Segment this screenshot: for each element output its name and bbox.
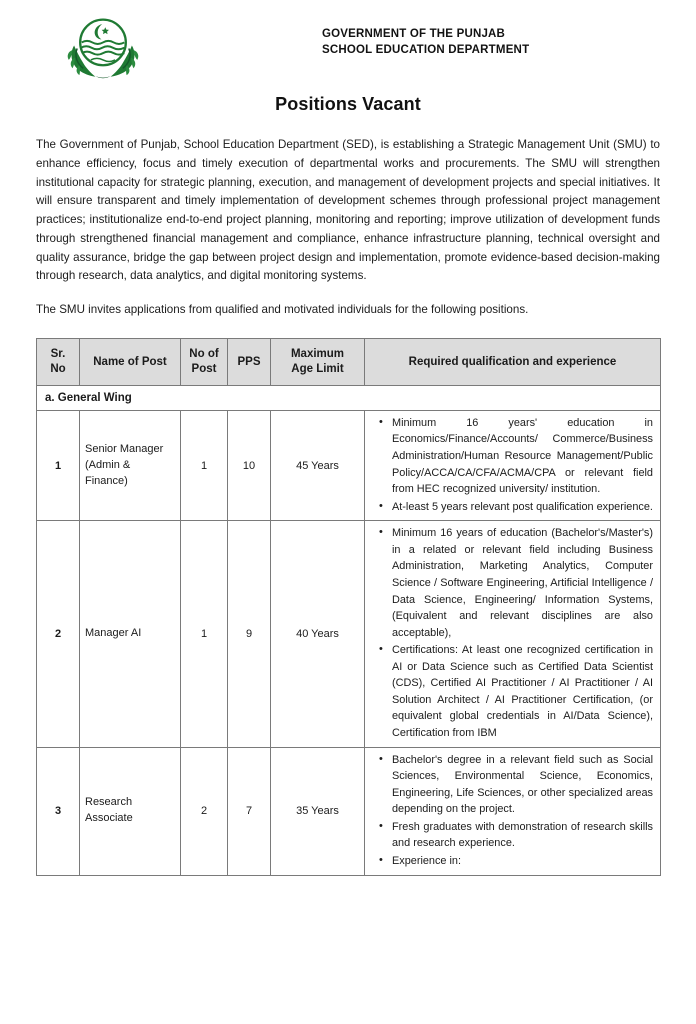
cell-post-name: Research Associate	[80, 747, 181, 875]
cell-no-of-post: 1	[181, 521, 228, 747]
cell-pps: 10	[228, 410, 271, 520]
table-header-row	[37, 339, 661, 386]
column-header-max-age-l2: Age Limit	[291, 362, 344, 375]
invite-paragraph: The SMU invites applications from qualified and motivated individuals for the following positions.	[36, 303, 529, 317]
cell-max-age: 40 Years	[271, 521, 365, 747]
qualification-list	[370, 525, 655, 741]
cell-sr-no: 2	[37, 521, 80, 747]
table-row	[37, 521, 661, 747]
qualification-item: • Experience in:	[392, 853, 653, 870]
cell-qualifications	[365, 747, 661, 875]
qualification-item: • Fresh graduates with demonstration of research skills and research experience.	[392, 819, 653, 852]
column-header-sr-no-l2: No	[50, 362, 66, 375]
qualification-item: • At-least 5 years relevant post qualification experience.	[392, 499, 653, 516]
table-row	[37, 410, 661, 520]
positions-table	[36, 338, 661, 876]
cell-post-name: Senior Manager (Admin & Finance)	[80, 410, 181, 520]
government-titles	[322, 27, 529, 58]
cell-post-name: Manager AI	[80, 521, 181, 747]
section-label-general-wing: a. General Wing	[37, 385, 661, 410]
column-header-name-of-post: Name of Post	[80, 339, 181, 386]
column-header-max-age-limit	[271, 339, 365, 386]
page-title: Positions Vacant	[275, 94, 421, 114]
cell-no-of-post: 2	[181, 747, 228, 875]
cell-no-of-post: 1	[181, 410, 228, 520]
cell-max-age: 35 Years	[271, 747, 365, 875]
qualification-item: • Minimum 16 years' education in Economics/Finance/Accounts/ Commerce/Business Administration/Human Resource Management/Public Policy/ACCA/CA/CFA/ACMA/CPA or relevant field from HEC recognized university/ institution.	[392, 415, 653, 498]
column-header-sr-no-l1: Sr.	[50, 348, 66, 361]
cell-qualifications	[365, 521, 661, 747]
gov-title-line-2: SCHOOL EDUCATION DEPARTMENT	[322, 43, 530, 56]
column-header-sr-no	[37, 339, 80, 386]
cell-sr-no: 1	[37, 410, 80, 520]
positions-table-wrapper	[0, 338, 696, 876]
qualification-list	[370, 415, 655, 515]
cell-qualifications	[365, 410, 661, 520]
qualification-item: • Bachelor's degree in a relevant field such as Social Sciences, Environmental Science, Economics, Engineering, Life Sciences, or other specialized areas depending on the project.	[392, 752, 653, 818]
column-header-max-age-l1: Maximum	[290, 348, 345, 361]
cell-pps: 9	[228, 521, 271, 747]
cell-sr-no: 3	[37, 747, 80, 875]
column-header-no-of-post-l2: Post	[191, 362, 217, 375]
document-header	[0, 0, 696, 82]
table-row	[37, 747, 661, 875]
gov-title-line-1: GOVERNMENT OF THE PUNJAB	[322, 28, 506, 40]
punjab-government-emblem-icon	[64, 12, 142, 82]
qualification-item: • Minimum 16 years of education (Bachelor's/Master's) in a related or relevant field including Business Administration, Marketing Analytics, Computer Science / Software Engineering, Artificial Intelligence / Data Science, Engineering/ Information Systems, (Equivalent and relevant disciplines are also acceptable),	[392, 525, 653, 641]
qualification-list	[370, 752, 655, 870]
column-header-no-of-post	[181, 339, 228, 386]
cell-max-age: 45 Years	[271, 410, 365, 520]
table-section-row-general-wing	[37, 385, 661, 410]
column-header-required-qualification: Required qualification and experience	[365, 339, 661, 386]
qualification-item: • Certifications: At least one recognized certification in AI or Data Science such as Certified Data Scientist (CDS), Certified AI Practitioner / AI Practitioner / AI Solution Architect / AI Practitioner Certification, (or equivalent global credentials in AI/Data Science), Certification from IBM	[392, 642, 653, 741]
column-header-pps: PPS	[228, 339, 271, 386]
intro-section	[0, 136, 696, 320]
cell-pps: 7	[228, 747, 271, 875]
column-header-no-of-post-l1: No of	[189, 348, 219, 361]
intro-paragraph: The Government of Punjab, School Education Department (SED), is establishing a Strategic Management Unit (SMU) to enhance efficiency, focus and timely execution of departmental works and procurements. The SMU will strengthen institutional capacity for strategic planning, execution, and management of development projects and special initiatives. It will ensure transparent and timely implementation of development schemes through professional project management practices; institutionalize end-to-end project planning, monitoring and reporting; improve utilization of development funds through strengthened financial management and compliance, enhance infrastructure planning, technical oversight and quality assurance, bridge the gap between project design and implementation, promote evidence-based decision-making through research, data analytics, and digital monitoring systems.	[36, 138, 660, 283]
